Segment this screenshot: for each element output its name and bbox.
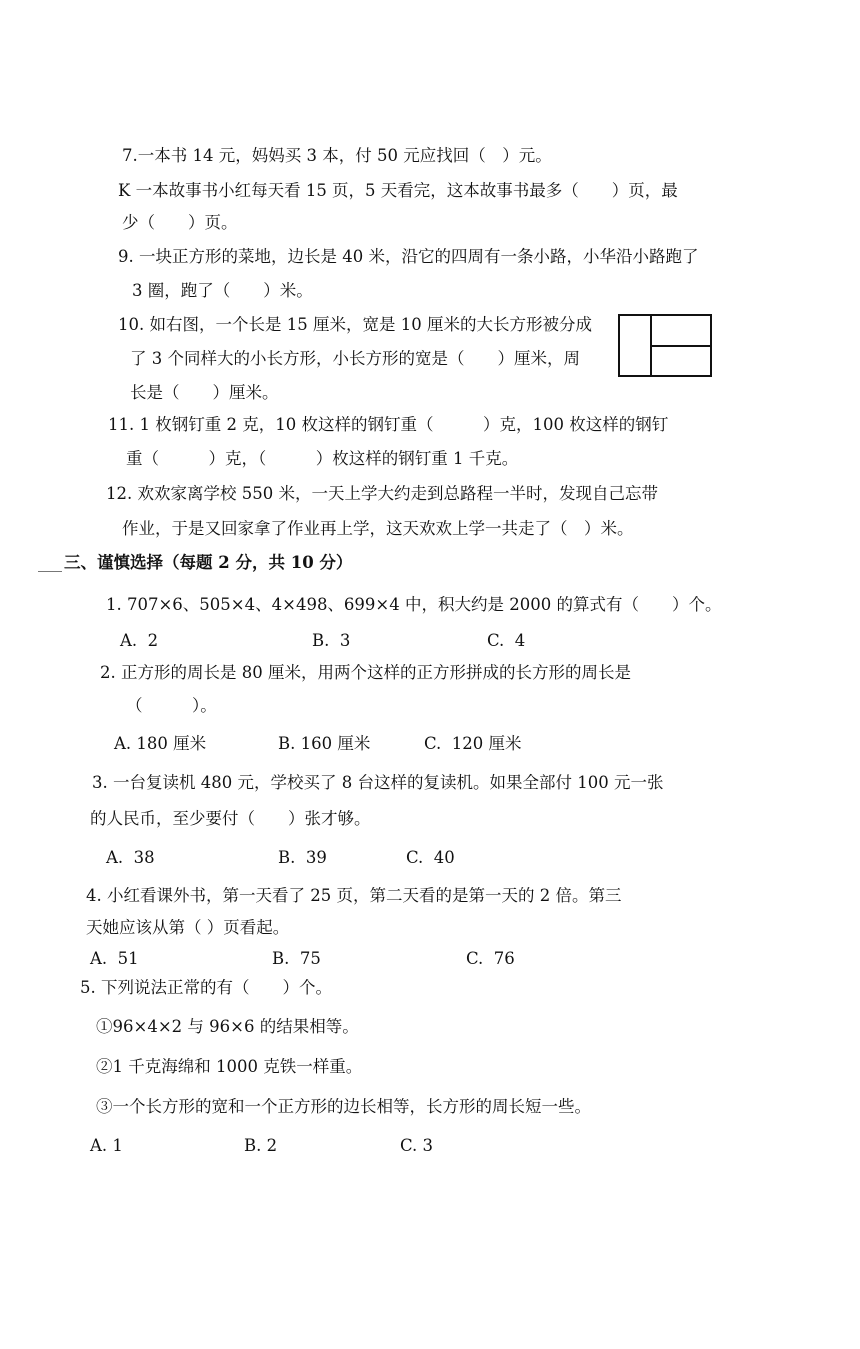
question-9-line-1: 9. 一块正方形的菜地，边长是 40 米，沿它的四周有一条小路，小华沿小路跑了 [118, 247, 699, 266]
question-10-line-3: 长是（ ）厘米。 [130, 383, 279, 402]
s3-q5-statement-3: ③一个长方形的宽和一个正方形的边长相等，长方形的周长短一些。 [96, 1097, 591, 1116]
question-10-line-1: 10. 如右图，一个长是 15 厘米，宽是 10 厘米的大长方形被分成 [118, 315, 592, 334]
rectangle-figure [618, 314, 712, 377]
s3-q5-option-a: A. 1 [90, 1136, 123, 1155]
s3-question-4-line-2: 天她应该从第（ ）页看起。 [86, 918, 290, 937]
s3-q4-option-b: B. 75 [272, 949, 321, 968]
s3-q4-option-c: C. 76 [466, 949, 515, 968]
s3-q1-option-a: A. 2 [120, 631, 159, 650]
question-9-line-2: 3 圈，跑了（ ）米。 [132, 281, 313, 300]
s3-question-2-line-1: 2. 正方形的周长是 80 厘米，用两个这样的正方形拼成的长方形的周长是 [100, 663, 631, 682]
s3-q5-statement-2: ②1 千克海绵和 1000 克铁一样重。 [96, 1057, 363, 1076]
figure-divider-horizontal [650, 345, 710, 347]
question-7: 7.一本书 14 元，妈妈买 3 本，付 50 元应找回（ ）元。 [122, 146, 552, 165]
s3-question-5: 5. 下列说法正常的有（ ）个。 [80, 978, 332, 997]
section-3-heading: 三、谨慎选择（每题 2 分，共 10 分） [64, 553, 353, 572]
s3-q3-option-b: B. 39 [278, 848, 327, 867]
s3-q5-option-b: B. 2 [244, 1136, 278, 1155]
s3-q2-option-a: A. 180 厘米 [114, 734, 207, 753]
s3-question-1: 1. 707×6、505×4、4×498、699×4 中，积大约是 2000 的算式有（ ）个。 [106, 595, 722, 614]
s3-q3-option-c: C. 40 [406, 848, 455, 867]
s3-q5-option-c: C. 3 [400, 1136, 434, 1155]
s3-q2-option-c: C. 120 厘米 [424, 734, 522, 753]
question-10-line-2: 了 3 个同样大的小长方形，小长方形的宽是（ ）厘米，周 [130, 349, 580, 368]
s3-q3-option-a: A. 38 [106, 848, 155, 867]
s3-q1-option-b: B. 3 [312, 631, 351, 650]
s3-question-2-line-2: （ ）。 [126, 696, 217, 715]
question-8-line-2: 少（ ）页。 [122, 213, 238, 232]
s3-question-3-line-2: 的人民币，至少要付（ ）张才够。 [90, 809, 371, 828]
s3-question-3-line-1: 3. 一台复读机 480 元，学校买了 8 台这样的复读机。如果全部付 100 元一张 [92, 773, 664, 792]
s3-q5-statement-1: ①96×4×2 与 96×6 的结果相等。 [96, 1017, 359, 1036]
s3-q2-option-b: B. 160 厘米 [278, 734, 371, 753]
question-8-line-1: K 一本故事书小红每天看 15 页，5 天看完，这本故事书最多（ ）页，最 [118, 181, 678, 200]
question-11-line-1: 11. 1 枚钢钉重 2 克，10 枚这样的钢钉重（ ）克，100 枚这样的钢钉 [108, 415, 669, 434]
s3-q4-option-a: A. 51 [90, 949, 139, 968]
s3-question-4-line-1: 4. 小红看课外书，第一天看了 25 页，第二天看的是第一天的 2 倍。第三 [86, 886, 622, 905]
question-12-line-1: 12. 欢欢家离学校 550 米，一天上学大约走到总路程一半时，发现自己忘带 [106, 484, 658, 503]
question-11-line-2: 重（ ）克，（ ）枚这样的钢钉重 1 千克。 [126, 449, 519, 468]
question-12-line-2: 作业，于是又回家拿了作业再上学，这天欢欢上学一共走了（ ）米。 [122, 519, 634, 538]
margin-dash [38, 571, 62, 572]
s3-q1-option-c: C. 4 [487, 631, 526, 650]
